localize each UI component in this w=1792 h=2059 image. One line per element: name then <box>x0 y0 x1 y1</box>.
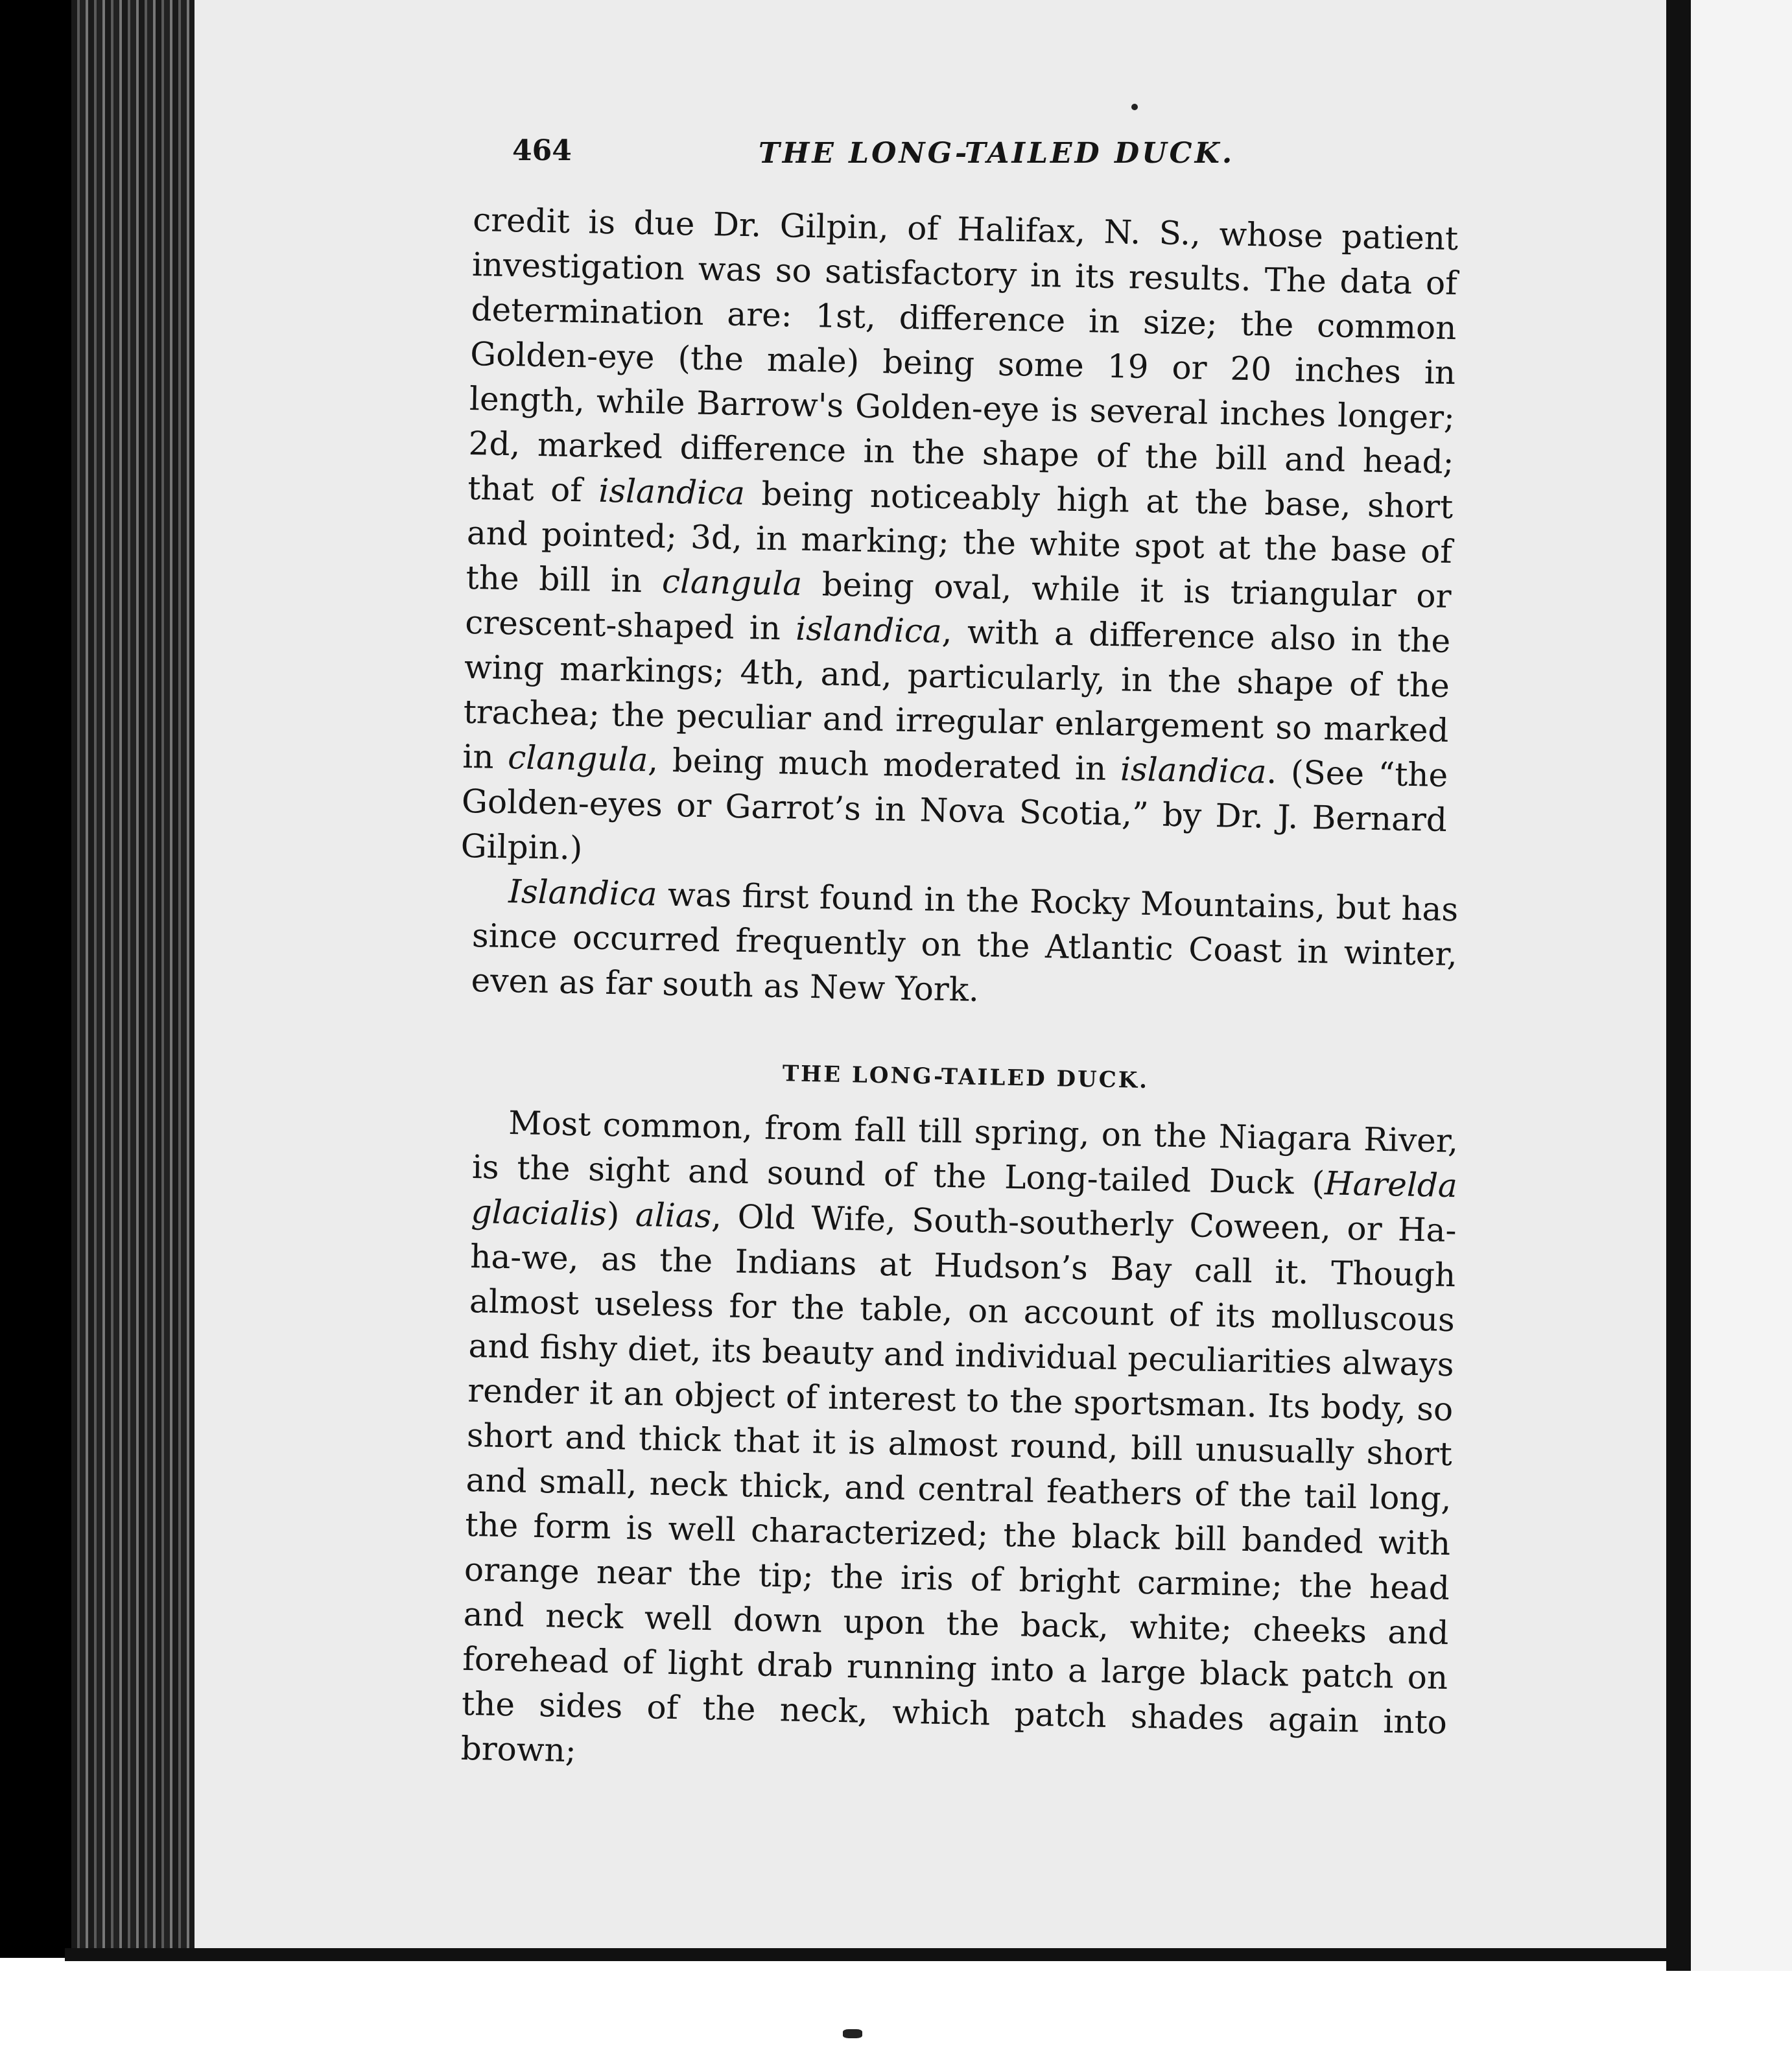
text-run: , with a difference also in the wing markings; 4th, and, particularly, in the shape of the trachea; the peculiar and irregular enlargement so marked in <box>462 613 1451 777</box>
italic-text-run: clangula <box>507 738 648 779</box>
italic-text-run: Islandica <box>508 873 658 913</box>
continued-paragraph <box>460 198 1459 888</box>
text-run: , Old Wife, South-southerly Coween, or Ha-ha-we, as the Indians at Hudson’s Bay call it. Though almost useless for the table, on account of its molluscous and fishy diet, its beauty and individual peculiarities always render it an object of interest to the sportsman. Its body, so short and thick that it is almost round, bill unusually short and small, neck thick, and central feathers of the tail long, the form is well characterized; the black bill banded with orange near the tip; the iris of bright carmine; the head and neck well down upon the back, white; cheeks and forehead of light drab running into a large black patch on the sides of the neck, which patch shades again into brown; <box>460 1197 1457 1770</box>
page-edges <box>71 0 201 1958</box>
text-run: . (See “the Golden-eyes or Garrot’s in Nova Scotia,” by Dr. J. Bernard Gilpin.) <box>460 753 1448 867</box>
text-run: credit is due Dr. Gilpin, of Halifax, N. S., whose patient investigation was so satisfactory in its results. The data of determination are: 1st, difference in size; the common Golden-eye (the male) being some 19 or 20 inches in length, while Barrow's Golden-eye is several inches longer; 2d, marked difference in the shape of the bill and head; that of <box>467 200 1459 510</box>
running-head-title: THE LONG-TAILED DUCK. <box>759 137 1235 170</box>
page-content <box>460 126 1459 1771</box>
long-tailed-duck-paragraph <box>460 1100 1459 1790</box>
scan-speck <box>1131 104 1138 110</box>
italic-text-run: Harelda glacialis <box>471 1164 1458 1233</box>
italic-text-run: islandica <box>795 609 943 650</box>
islandica-paragraph <box>471 869 1459 1022</box>
page-bottom-edge <box>65 1948 1673 1961</box>
section-heading: THE LONG-TAILED DUCK. <box>782 1061 1149 1094</box>
book-spine-shadow <box>0 0 71 1958</box>
text-run: , being much moderated in <box>647 741 1121 788</box>
running-head <box>473 126 1459 198</box>
page-number: 464 <box>512 134 572 167</box>
text-run: was first found in the Rocky Mountains, but has since occurred frequently on the Atlantic Coast in winter, even as far south as New York. <box>471 875 1459 1009</box>
scan-margin <box>0 1971 1792 2059</box>
text-run: Most common, from fall till spring, on the Niagara River, is the sight and sound of the Long-tailed Duck ( <box>471 1104 1459 1203</box>
italic-text-run: clangula <box>661 562 803 603</box>
italic-text-run: islandica <box>598 471 746 513</box>
italic-text-run: alias <box>635 1195 712 1236</box>
text-run: being noticeably high at the base, short and pointed; 3d, in marking; the white spot at the base of the bill in <box>466 475 1454 600</box>
facing-page-edge <box>1691 0 1792 1971</box>
italic-text-run: islandica <box>1120 750 1267 791</box>
page-right-edge <box>1666 0 1691 1971</box>
text-run: ) <box>606 1195 636 1234</box>
scan-speck <box>843 2029 862 2038</box>
text-run: being oval, while it is triangular or crescent-shaped in <box>464 565 1452 648</box>
